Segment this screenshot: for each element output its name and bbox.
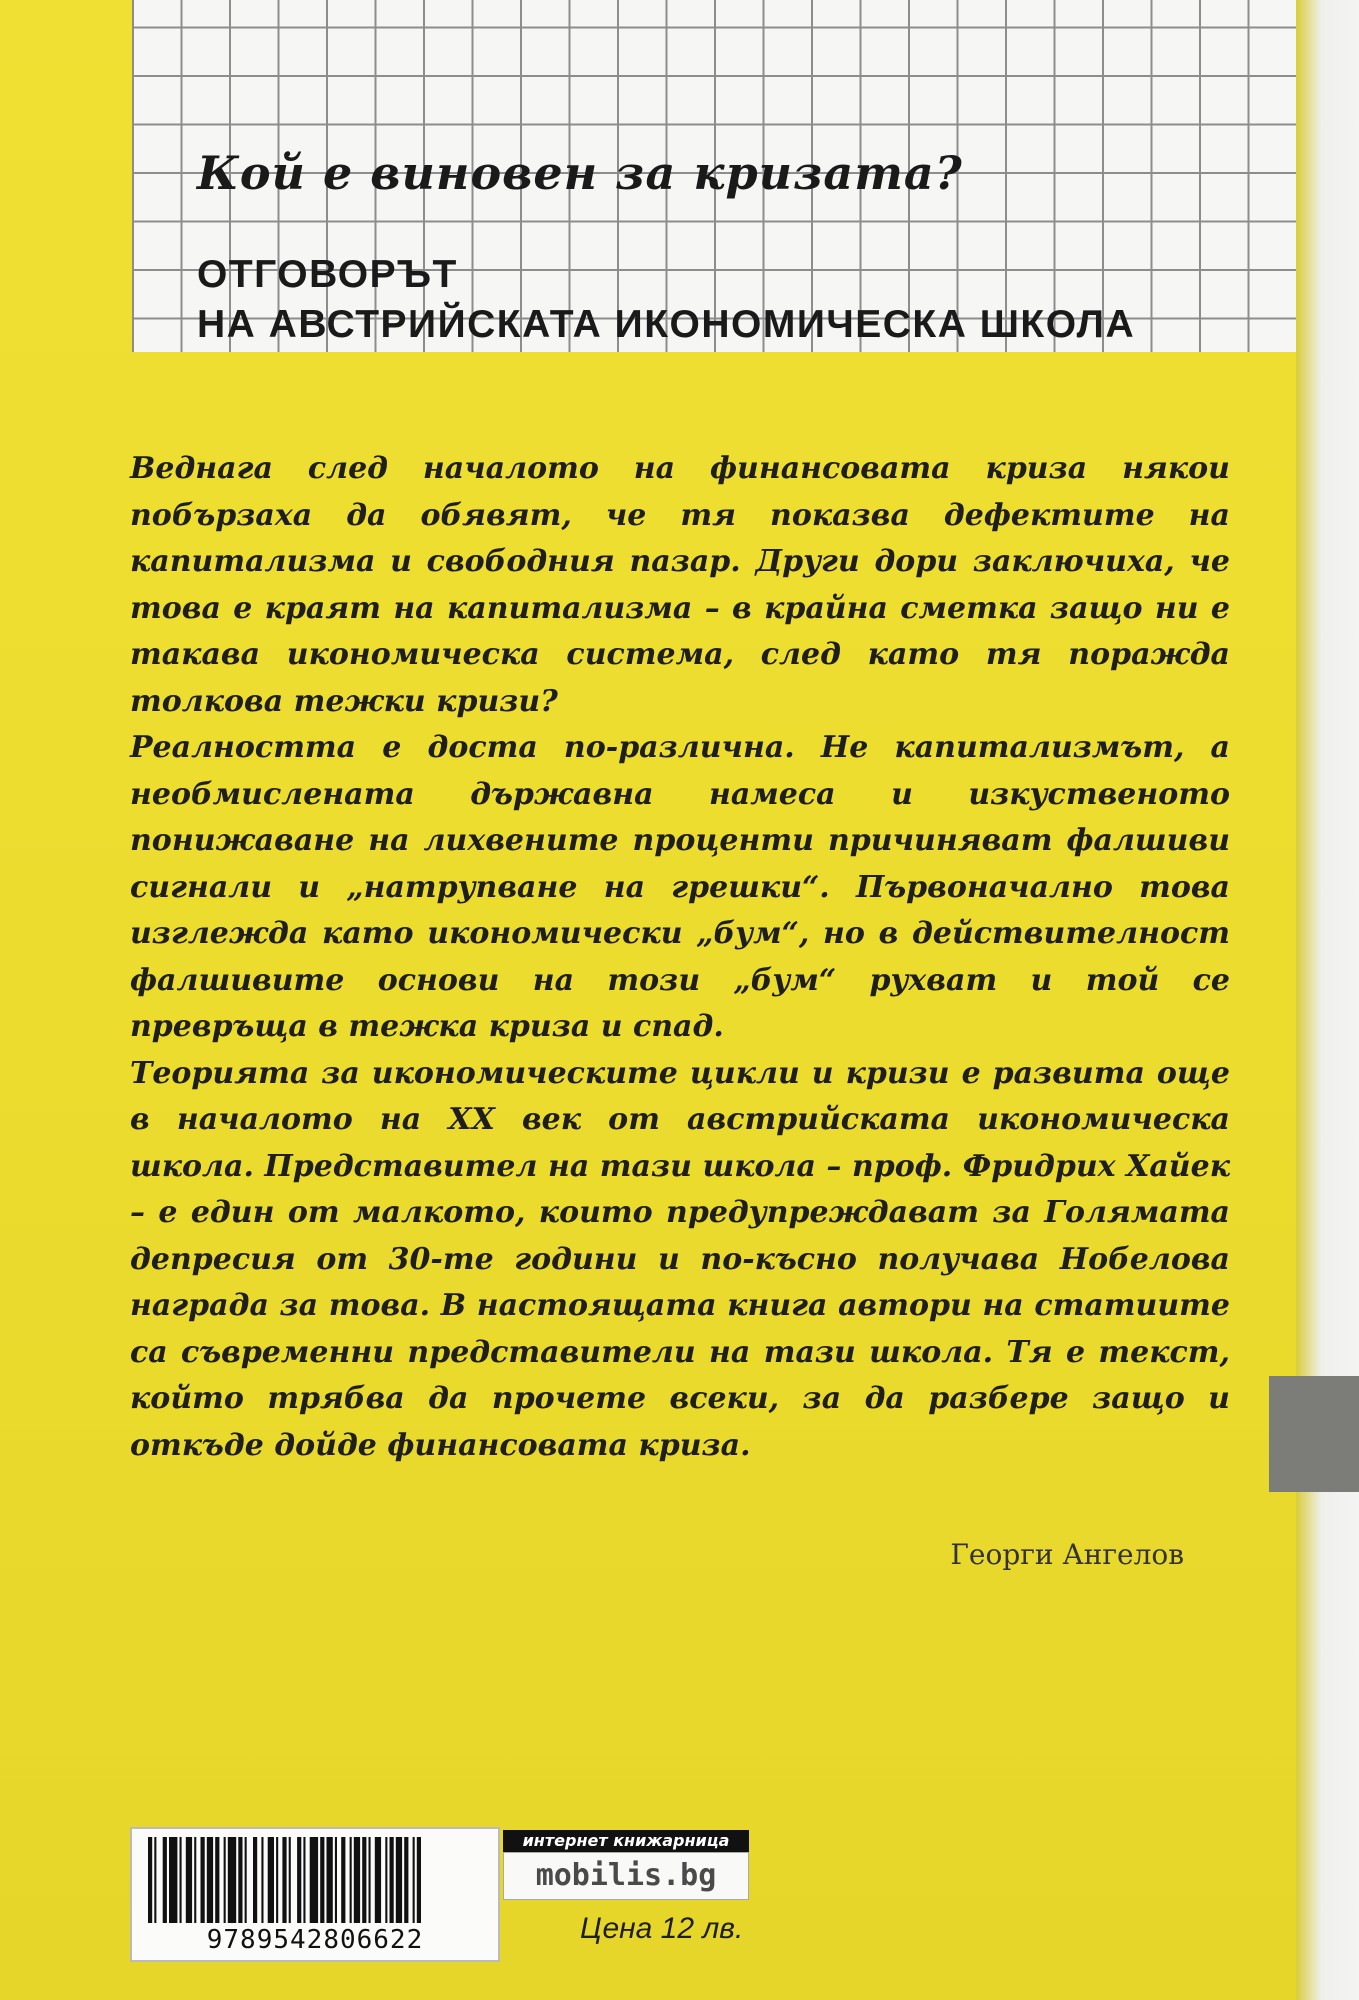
isbn-barcode — [130, 1827, 500, 1962]
isbn-number: 9789542806622 — [206, 1925, 424, 1955]
barcode-bars-icon — [148, 1837, 488, 1923]
gray-edge-tab — [1269, 1376, 1359, 1492]
blurb-author: Георги Ангелов — [950, 1538, 1184, 1571]
subtitle-line-2: НА АВСТРИЙСКАТА ИКОНОМИЧЕСКА ШКОЛА — [197, 303, 1136, 346]
blurb-text — [130, 446, 1230, 1469]
book-question-title: Кой е виновен за кризата? — [197, 146, 963, 200]
shop-sticker-banner: интернет книжарница — [503, 1830, 749, 1852]
blurb-paragraph-2: Реалността е доста по-различна. Не капитализмът, а необмислената държавна намеса и изкуственото понижаване на лихвените проценти причиняват фалшиви сигнали и „натрупване на грешки“. Първоначално това изглежда като икономически „бум“, но в действителност фалшивите основи на този „бум“ рухват и той се превръща в тежка криза и спад. — [130, 730, 1230, 1044]
shop-sticker-logo: mobilis.bg — [503, 1852, 749, 1900]
blurb-paragraph-3: Теорията за икономическите цикли и кризи е развита още в началото на XX век от австрийската икономическа школа. Представител на тази школа – проф. Фридрих Хайек – е един от малкото, които предупреждават за Голямата депресия от 30-те години и по-късно получава Нобелова награда за това. В настоящата книга автори на статиите са съвременни представители на тази школа. Тя е текст, който трябва да прочете всеки, за да разбере защо и откъде дойде финансовата криза. — [130, 1055, 1230, 1463]
blurb-paragraph-1: Веднага след началото на финансовата криза някои побързаха да обявят, че тя показва дефектите на капитализма и свободния пазар. Други дори заключиха, че това е краят на капитализма – в крайна сметка защо ни е такава икономическа система, след като тя поражда толкова тежки кризи? — [130, 451, 1230, 719]
price-label: Цена 12 лв. — [580, 1912, 744, 1945]
book-spine-edge — [1296, 0, 1359, 2000]
book-subtitle — [197, 250, 1135, 350]
subtitle-line-1: ОТГОВОРЪТ — [197, 253, 458, 296]
